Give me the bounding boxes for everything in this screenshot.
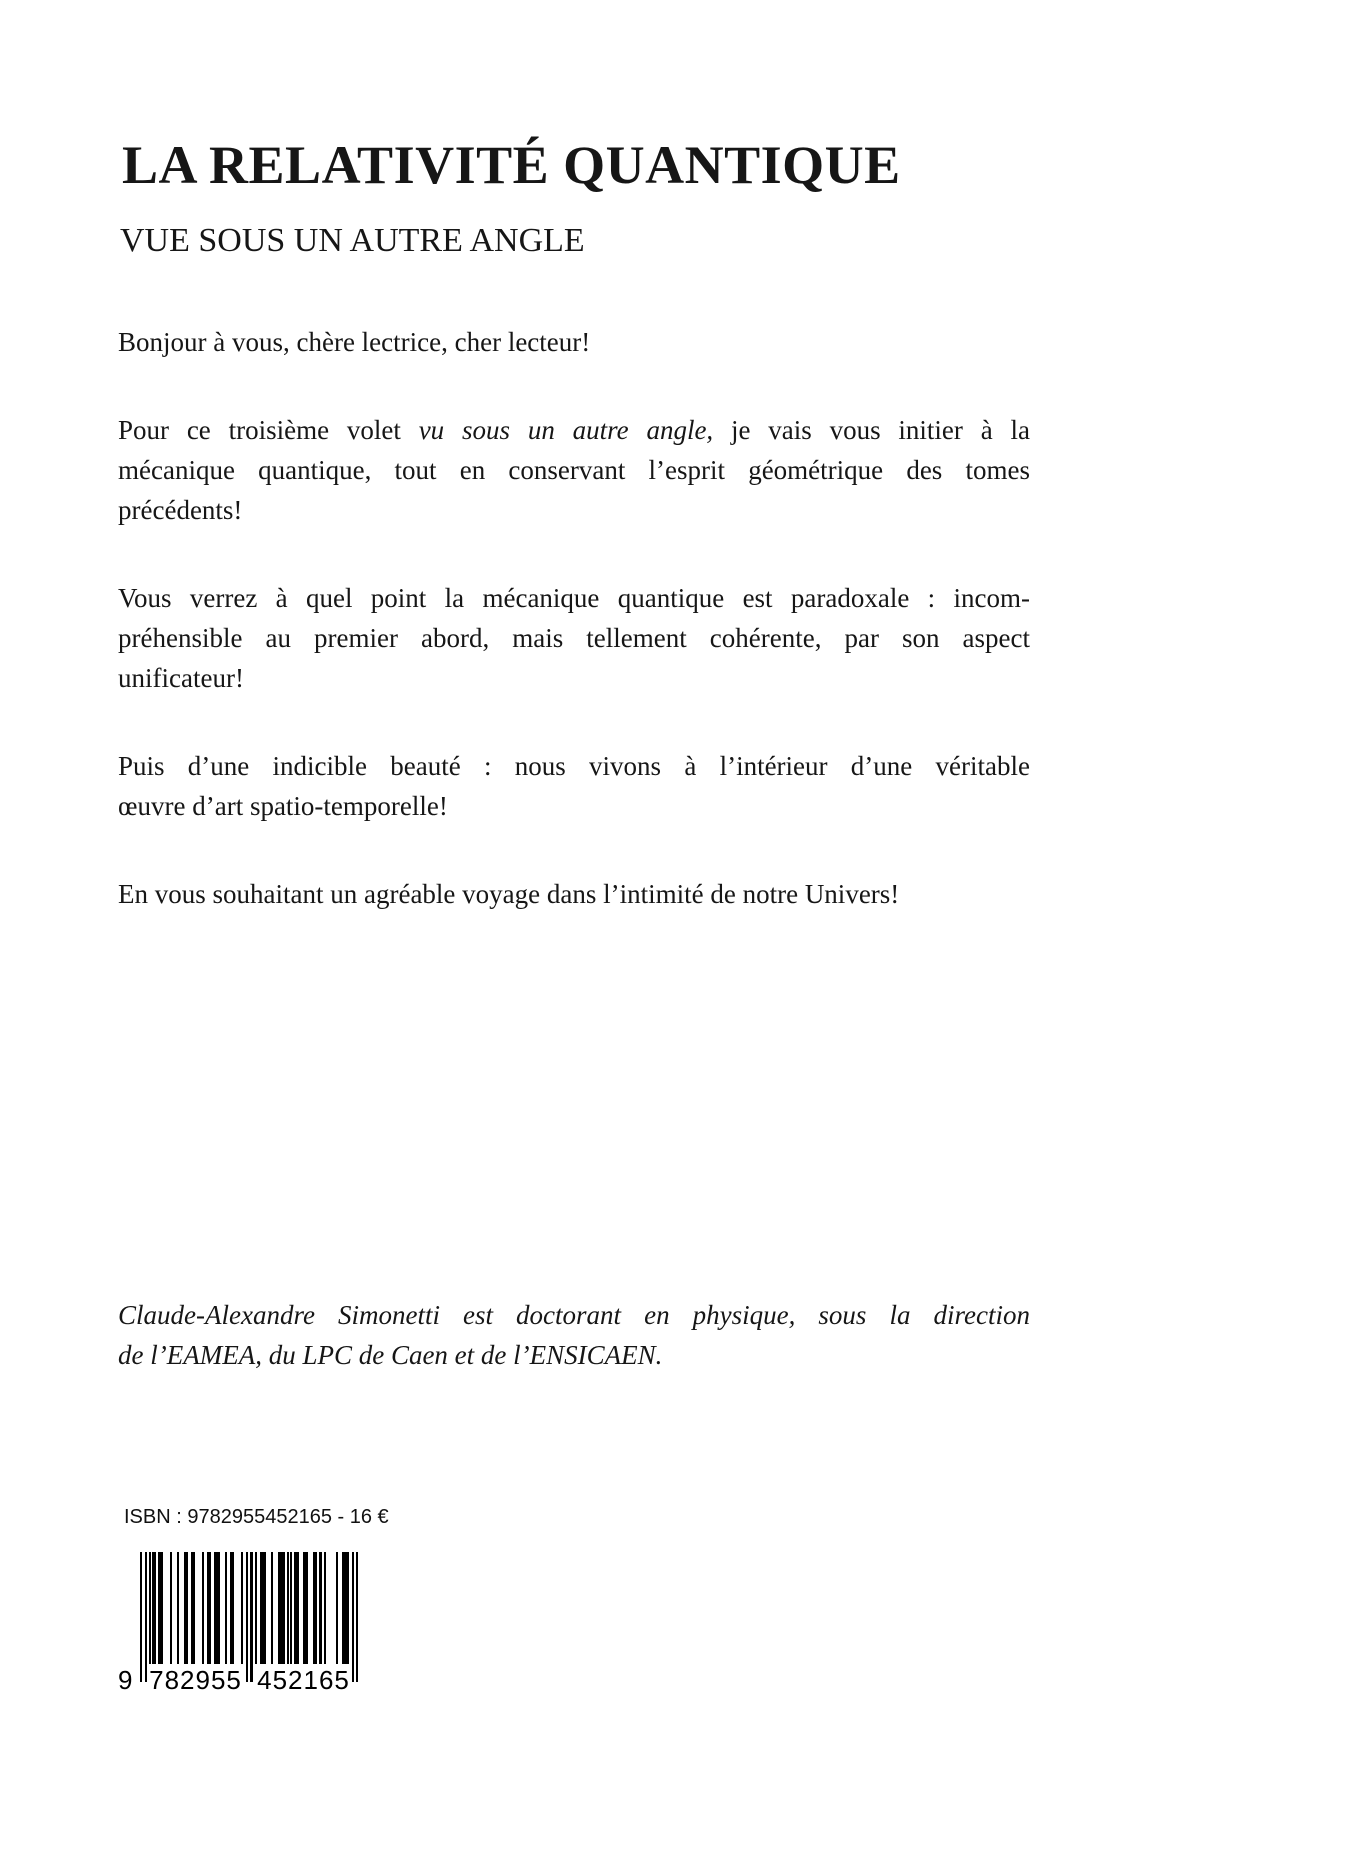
barcode-guard-bar — [352, 1552, 354, 1682]
blurb-text-block — [118, 322, 1030, 962]
isbn-price-text: ISBN : 9782955452165 - 16 € — [124, 1506, 389, 1528]
barcode-bar — [218, 1552, 220, 1664]
barcode-bar — [161, 1552, 163, 1664]
barcode-bar — [315, 1552, 317, 1664]
barcode-digits-group2: 452165 — [257, 1665, 350, 1695]
barcode-bar — [186, 1552, 188, 1664]
text-line — [118, 410, 1030, 450]
barcode-bar — [283, 1552, 285, 1664]
paragraph — [118, 874, 1030, 914]
barcode-bar — [306, 1552, 308, 1664]
barcode-bar — [264, 1552, 266, 1664]
barcode-guard-bar — [356, 1552, 358, 1682]
barcode-bar — [336, 1552, 338, 1664]
book-title: LA RELATIVITÉ QUANTIQUE — [122, 135, 901, 195]
paragraph — [118, 578, 1030, 698]
text-run: Pour ce troisième volet — [118, 415, 419, 445]
barcode-bar — [296, 1552, 298, 1664]
barcode-bar — [290, 1552, 292, 1664]
barcode-bar — [232, 1552, 234, 1664]
text-run: je vais vous initier à la — [713, 415, 1031, 445]
barcode-system-digit: 9 — [118, 1665, 133, 1695]
barcode-bar — [271, 1552, 273, 1664]
barcode-bar — [209, 1552, 211, 1664]
text-line: précédents! — [118, 495, 243, 525]
barcode-bar — [319, 1552, 321, 1664]
text-line: de l’EAMEA, du LPC de Caen et de l’ENSICAEN. — [118, 1340, 663, 1370]
barcode-bar — [225, 1552, 227, 1664]
text-line: Bonjour à vous, chère lectrice, cher lecteur! — [118, 327, 591, 357]
text-line: mécanique quantique, tout en conservant l’esprit géométrique des tomes — [118, 455, 1030, 485]
paragraph — [118, 1295, 1030, 1375]
barcode-guard-bar — [250, 1552, 252, 1682]
paragraph — [118, 746, 1030, 826]
barcode-bar — [347, 1552, 349, 1664]
barcode-bar — [193, 1552, 195, 1664]
barcode-guard-bar — [145, 1552, 147, 1682]
barcode-bar — [255, 1552, 257, 1664]
text-line: œuvre d’art spatio-temporelle! — [118, 791, 448, 821]
ean13-barcode — [118, 1552, 380, 1702]
paragraph — [118, 410, 1030, 530]
barcode-digits-group1: 782955 — [149, 1665, 242, 1695]
barcode-bar — [154, 1552, 156, 1664]
barcode-bar — [170, 1552, 172, 1664]
text-line: Puis d’une indicible beauté : nous vivons à l’intérieur d’une véritable — [118, 751, 1030, 781]
paragraph — [118, 322, 1030, 362]
text-line: En vous souhaitant un agréable voyage dans l’intimité de notre Univers! — [118, 879, 900, 909]
barcode-bar — [324, 1552, 326, 1664]
book-subtitle: VUE SOUS UN AUTRE ANGLE — [120, 222, 585, 259]
barcode-bar — [177, 1552, 179, 1664]
text-line: préhensible au premier abord, mais tellement cohérente, par son aspect — [118, 623, 1030, 653]
text-line: Vous verrez à quel point la mécanique quantique est paradoxale : incom- — [118, 583, 1030, 613]
text-line: unificateur! — [118, 663, 244, 693]
barcode-guard-bar — [140, 1552, 142, 1682]
barcode-guard-bar — [246, 1552, 248, 1682]
text-line: Claude-Alexandre Simonetti est doctorant en physique, sous la direction — [118, 1300, 1030, 1330]
barcode-bar — [241, 1552, 243, 1664]
barcode-bar — [202, 1552, 204, 1664]
author-bio-note — [118, 1268, 1030, 1402]
italic-run: vu sous un autre angle, — [418, 415, 714, 445]
